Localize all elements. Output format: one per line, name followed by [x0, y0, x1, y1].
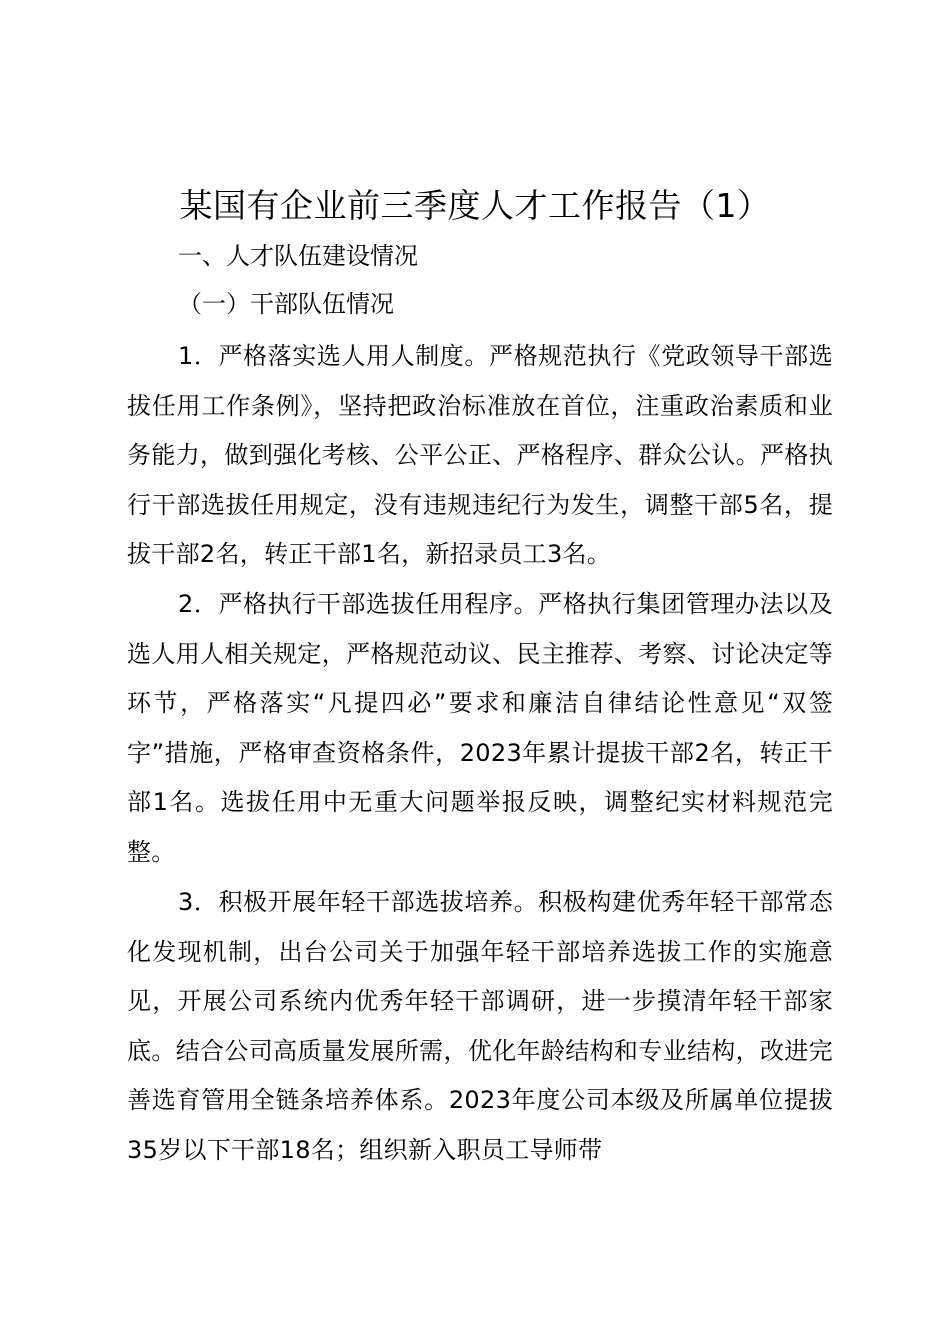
- paragraph-3: 3．积极开展年轻干部选拔培养。积极构建优秀年轻干部常态化发现机制，出台公司关于加强年轻干部培养选拔工作的实施意见，开展公司系统内优秀年轻干部调研，进一步摸清年轻干部家底。结合公司高质量发展所需，优化年龄结构和专业结构，改进完善选育管用全链条培养体系。2023年度公司本级及所属单位提拔35岁以下干部18名；组织新入职员工导师带: [127, 888, 833, 1164]
- section-heading: 一、人才队伍建设情况: [178, 242, 418, 270]
- document-title: 某国有企业前三季度人才工作报告（1）: [179, 186, 771, 225]
- subsection-heading: （一）干部队伍情况: [178, 290, 394, 318]
- paragraph-2: 2．严格执行干部选拔任用程序。严格执行集团管理办法以及选人用人相关规定，严格规范动议、民主推荐、考察、讨论决定等环节，严格落实“凡提四必”要求和廉洁自律结论性意见“双签字”措施，严格审查资格条件，2023年累计提拔干部2名，转正干部1名。选拔任用中无重大问题举报反映，调整纪实材料规范完整。: [127, 590, 833, 866]
- paragraph-1: 1．严格落实选人用人制度。严格规范执行《党政领导干部选拔任用工作条例》，坚持把政治标准放在首位，注重政治素质和业务能力，做到强化考核、公平公正、严格程序、群众公认。严格执行干部选拔任用规定，没有违规违纪行为发生，调整干部5名，提拔干部2名，转正干部1名，新招录员工3名。: [127, 342, 833, 568]
